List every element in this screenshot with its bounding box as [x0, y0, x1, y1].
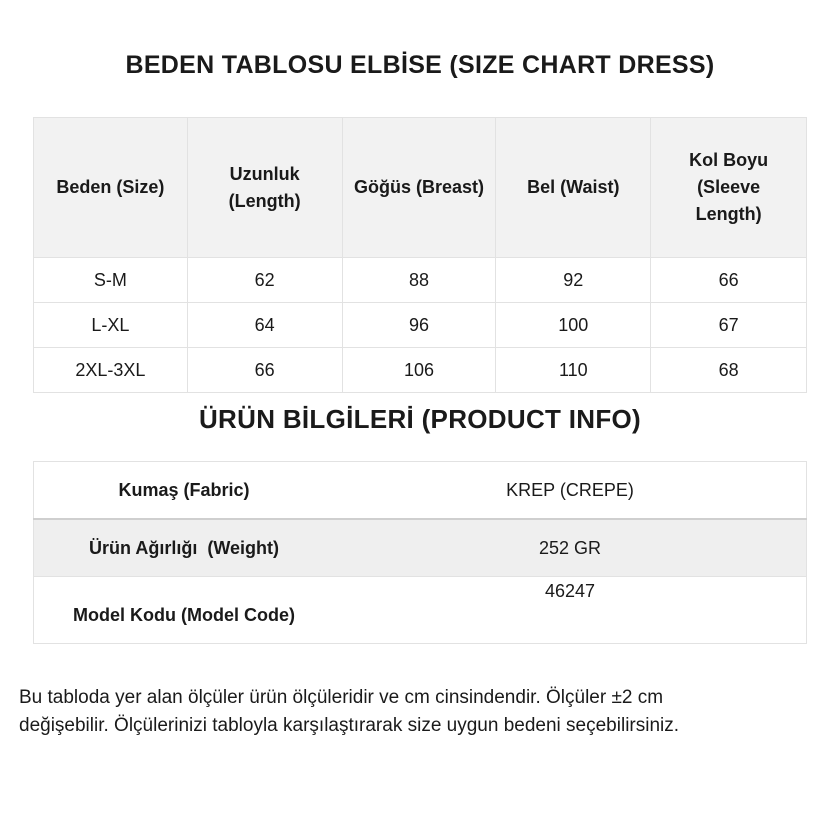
cell-breast: 96: [342, 303, 496, 348]
cell-waist: 110: [496, 348, 651, 393]
weight-value: 252 GR: [334, 519, 807, 577]
cell-sleeve-length: 67: [651, 303, 807, 348]
header-waist: [496, 118, 651, 258]
size-chart-table: [33, 117, 807, 393]
table-row: [34, 303, 807, 348]
header-sleeve-line-2: (Sleeve: [697, 177, 761, 197]
cell-size: L-XL: [34, 303, 188, 348]
cell-waist: 100: [496, 303, 651, 348]
product-info-title: ÜRÜN BİLGİLERİ (PRODUCT INFO): [198, 404, 641, 434]
cell-length: 64: [187, 303, 342, 348]
header-size: [34, 118, 188, 258]
fabric-label: Kumaş (Fabric): [118, 479, 250, 500]
table-row: [34, 348, 807, 393]
size-chart-title: BEDEN TABLOSU ELBİSE (SIZE CHART DRESS): [125, 51, 715, 79]
note-line-1: Bu tabloda yer alan ölçüler ürün ölçüleridir ve cm cinsindendir. Ölçüler ±2 cm: [19, 687, 664, 708]
header-sleeve-line-1: Kol Boyu: [689, 150, 769, 170]
table-row: [34, 462, 807, 520]
cell-size: 2XL-3XL: [34, 348, 188, 393]
table-row: [34, 577, 807, 644]
cell-size: S-M: [34, 258, 188, 303]
table-row: [34, 519, 807, 577]
header-length-line-2: (Length): [228, 190, 301, 211]
header-length-line-1: Uzunluk: [229, 163, 300, 184]
header-length: [187, 118, 342, 258]
cell-breast: 106: [342, 348, 496, 393]
model-code-value: 46247: [544, 581, 596, 601]
header-waist-line: Bel (Waist): [527, 177, 620, 197]
cell-length: 62: [187, 258, 342, 303]
header-size-line: Beden (Size): [56, 177, 165, 197]
cell-breast: 88: [342, 258, 496, 303]
header-sleeve-line-3: Length): [695, 204, 762, 224]
cell-sleeve-length: 68: [651, 348, 807, 393]
product-info-table: [33, 461, 807, 644]
fabric-value: KREP (CREPE): [506, 479, 634, 500]
weight-label: Ürün Ağırlığı (Weight): [34, 519, 335, 577]
model-code-label: Model Kodu (Model Code): [73, 604, 295, 625]
table-row: [34, 258, 807, 303]
size-chart-header-row: [34, 118, 807, 258]
cell-length: 66: [187, 348, 342, 393]
header-breast: [342, 118, 496, 258]
note-line-2: değişebilir. Ölçülerinizi tabloyla karşılaştırarak size uygun bedeni seçebilirsiniz.: [19, 715, 680, 736]
measurement-note: [19, 684, 819, 740]
header-breast-line: Göğüs (Breast): [353, 177, 485, 197]
cell-sleeve-length: 66: [651, 258, 807, 303]
cell-waist: 92: [496, 258, 651, 303]
header-sleeve-length: [651, 118, 807, 258]
